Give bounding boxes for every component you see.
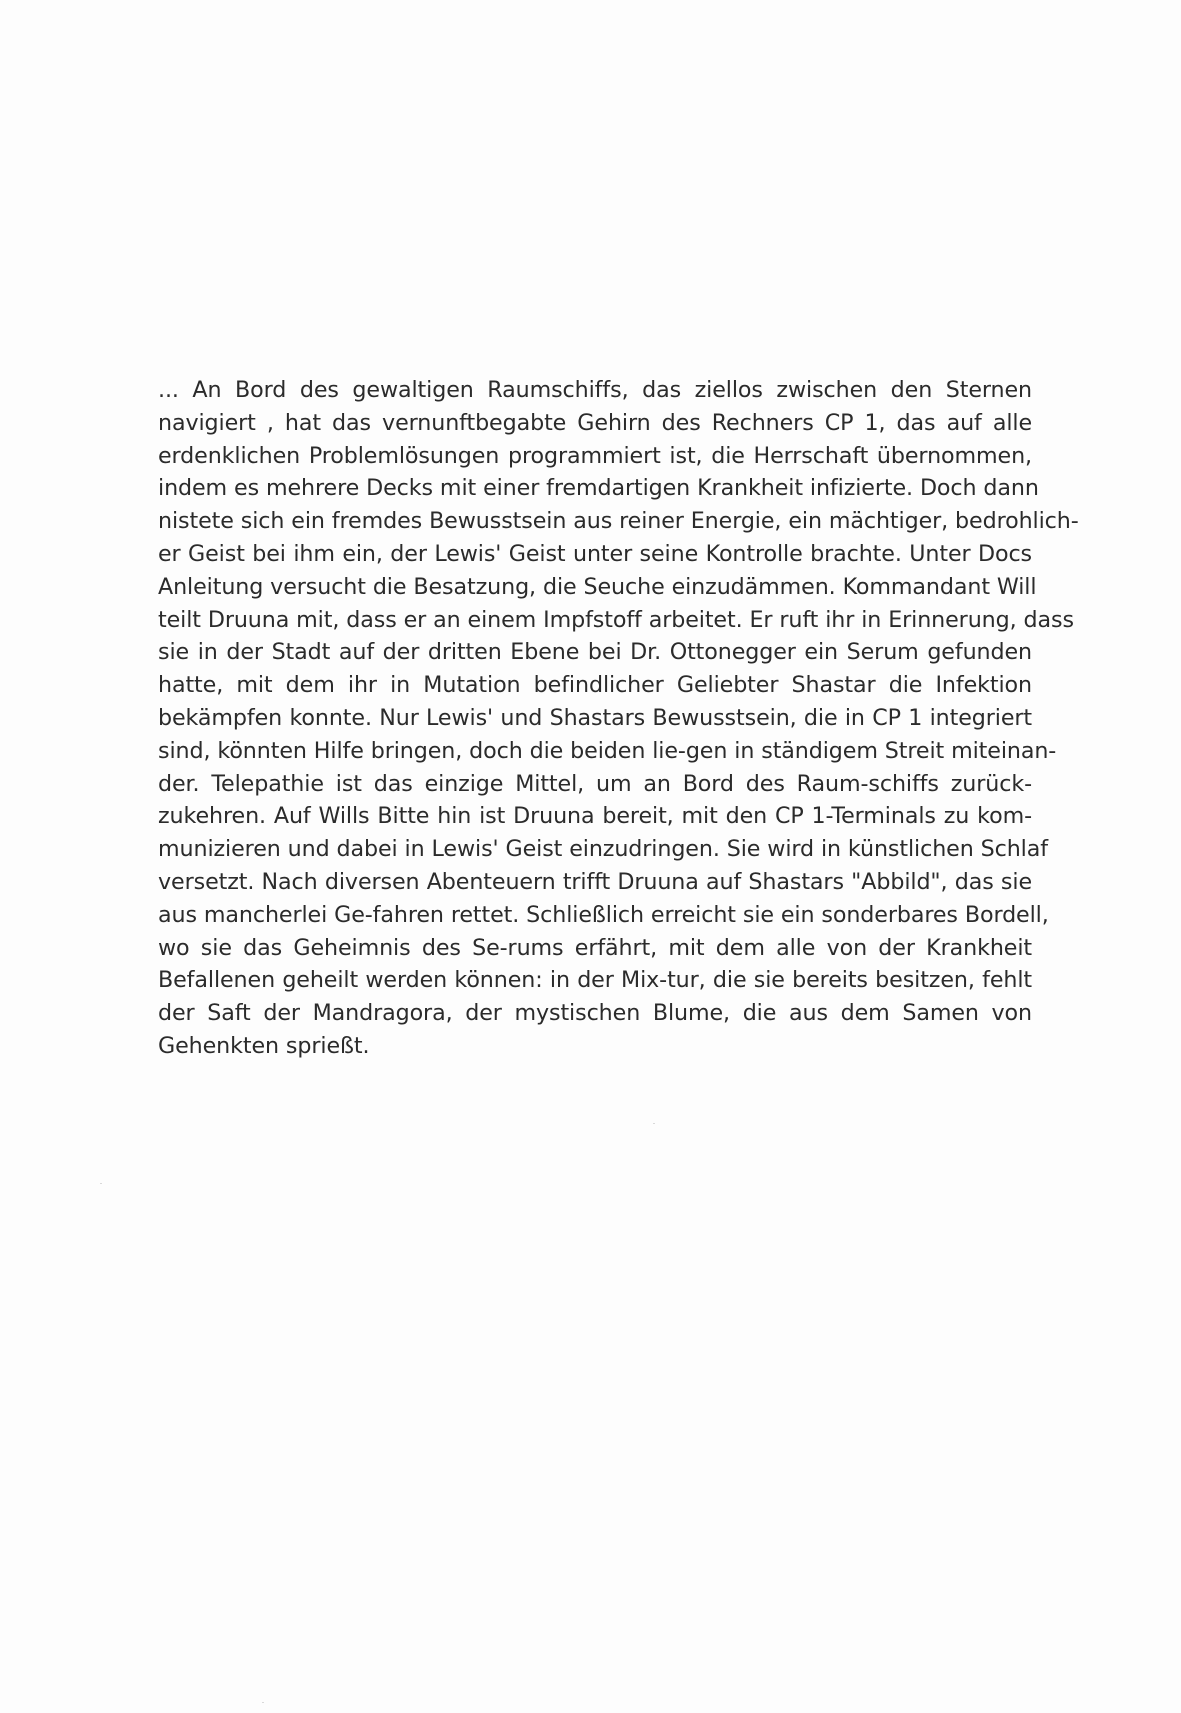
paragraph-line: teilt Druuna mit, dass er an einem Impfstoff arbeitet. Er ruft ihr in Erinnerung, dass xyxy=(158,606,1074,633)
paragraph-line: der Saft der Mandragora, der mystischen Blume, die aus dem Samen von xyxy=(158,1000,1032,1027)
paragraph-line: zukehren. Auf Wills Bitte hin ist Druuna bereit, mit den CP 1-Terminals zu kom- xyxy=(158,803,1032,830)
paragraph-line: sie in der Stadt auf der dritten Ebene bei Dr. Ottonegger ein Serum gefunden xyxy=(158,639,1032,666)
paragraph-line: erdenklichen Problemlösungen programmiert ist, die Herrschaft übernommen, xyxy=(158,442,1032,469)
paragraph-line: der. Telepathie ist das einzige Mittel, um an Bord des Raum-schiffs zurück- xyxy=(158,770,1032,797)
paragraph-line: sind, könnten Hilfe bringen, doch die beiden lie-gen in ständigem Streit miteinan- xyxy=(158,737,1057,764)
body-paragraph xyxy=(158,374,1079,1063)
paragraph-line: indem es mehrere Decks mit einer fremdartigen Krankheit infizierte. Doch dann xyxy=(158,475,1039,502)
paragraph-line: hatte, mit dem ihr in Mutation befindlicher Geliebter Shastar die Infektion xyxy=(158,672,1032,699)
paragraph-line: wo sie das Geheimnis des Se-rums erfährt, mit dem alle von der Krankheit xyxy=(158,934,1032,961)
paper-speck xyxy=(262,1702,264,1703)
paragraph-line: er Geist bei ihm ein, der Lewis' Geist unter seine Kontrolle brachte. Unter Docs xyxy=(158,540,1032,567)
paper-speck xyxy=(100,1183,102,1184)
paragraph-line: aus mancherlei Ge-fahren rettet. Schließlich erreicht sie ein sonderbares Bordell, xyxy=(158,901,1049,928)
paper-speck xyxy=(653,1123,655,1124)
paragraph-line: Gehenkten sprießt. xyxy=(158,1032,370,1059)
paragraph-line: navigiert , hat das vernunftbegabte Gehirn des Rechners CP 1, das auf alle xyxy=(158,409,1032,436)
paragraph-line: Anleitung versucht die Besatzung, die Seuche einzudämmen. Kommandant Will xyxy=(158,573,1037,600)
paragraph-line: nistete sich ein fremdes Bewusstsein aus reiner Energie, ein mächtiger, bedrohlich- xyxy=(158,508,1079,535)
paragraph-line: munizieren und dabei in Lewis' Geist einzudringen. Sie wird in künstlichen Schlaf xyxy=(158,836,1048,863)
paragraph-line: Befallenen geheilt werden können: in der Mix-tur, die sie bereits besitzen, fehlt xyxy=(158,967,1032,994)
paragraph-line: bekämpfen konnte. Nur Lewis' und Shastars Bewusstsein, die in CP 1 integriert xyxy=(158,704,1032,731)
paragraph-line: versetzt. Nach diversen Abenteuern trifft Druuna auf Shastars "Abbild", das sie xyxy=(158,868,1032,895)
paragraph-line: ... An Bord des gewaltigen Raumschiffs, das ziellos zwischen den Sternen xyxy=(158,377,1032,403)
